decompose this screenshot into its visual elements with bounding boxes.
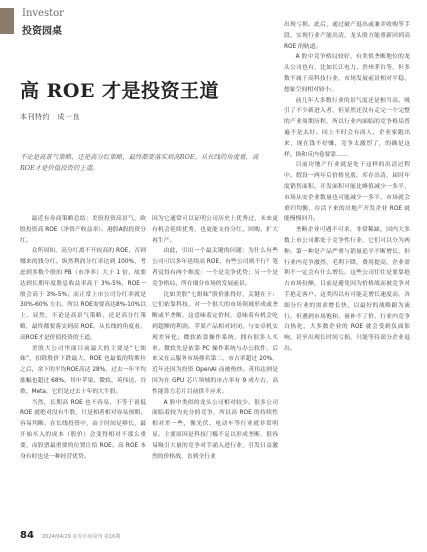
body-column-2 (152, 214, 278, 462)
section-name-cn: 投资园桌 (22, 26, 62, 37)
page-header (0, 0, 220, 42)
article-title: 高 ROE 才是投资王道 (20, 80, 220, 102)
paragraph: 目前房地产行业就是处于这样的出清过程中。假设一两年后价格见底，库存出清，届时年度销售面积、开发面积可能比峰值减少一多半，市场从安企业数量也可能减少一多半，市场就会重归均衡，存活下来的房地产开发企业 ROE 就能慢慢回升。 (284, 162, 410, 223)
paragraph: 最近有券商策略总结：美股投资高景气、欧股投资高 ROE（净资产收益率）、港股A股投资分红。 (20, 216, 146, 244)
paragraph: 由此，引出一个最关键的问题：为什么有些公司可以多年延续高 ROE，有些公司则不行？笔者觉得有两个维度：一个是竞争优势；另一个是竞争格局、所在细分市场的发展前景。 (152, 248, 278, 287)
paragraph: A 股中类似的龙头公司相对较少。很多公司面临着较为充分的竞争，所以高 ROE 的持续性相对差一些，像光伏、电动车等行业就非常明显。主要原因是科技门槛不足以形成垄断，很容易吸引大量的竞争对手涌入进行业，引发日益激烈的价格战，直到全行业 (152, 399, 278, 460)
page-number: 84 (20, 530, 34, 541)
paragraph: A 股中竞争格局较好、有类似垄断地位的龙头公司也有，比如长江电力、贵州茅台等，但多数不属于高科技行业，市场发展前景相对平稳，想象空间相对较小。 (284, 54, 410, 93)
paragraph: 前几年大多数行业的景气度还是相当高，吸引了不少新进入者，但显然还没有走完一个完整的产业周期历程，所以行业内面临的竞争格局普遍不是太好。同上不时会有商人、企业家跑出来，现在钱不好赚，竞争太激烈了，的确是这样。换和反内卷要靠…… (284, 97, 410, 158)
paragraph: 美股大公司里面目前最大的主要是“七姐妹”，扣除股价下跌最大、ROE 也最低的特斯拉之后，余下的平均ROE高达 28%，过去一年平均涨幅也超过 68%。其中苹果、微软、英伟达、谷歌、Meta，它们是过去十年的大牛股。 (20, 345, 146, 395)
paragraph: 垄断企业可遇不可求，非常稀缺。国内大多数上市公司都处于竞争性行业，它们可以分为两种。第一种是产品严重与销量追平不断增长，但行业内竞争激烈，毛利下降，费用提高，企业盈利不一定会有什么增长。这些公司往往是要靠抢占市场份额，目前是避免因为价格战而被竞争对手抢走客户。这类四以有可能走增长速度高，各细分行业的需求增长快，以最好的战略跟为流行，但遇到市场饱和，量补不了价，行业内竞争白热化，大多数企业的 ROE 就会受到负面影响，甚至出现长时间亏损，只能等待部分企业退出。 (284, 227, 410, 352)
article-lead: 不论是高景气策略、还是高分红策略，最终都要落实到高ROE。从长线的角度看，高ROE才是价值投资的王道。 (20, 153, 259, 172)
article-byline: 本刊特约 成一良 (20, 113, 80, 121)
paragraph: 当然，长期高 ROE 也不容易，不等于说低 ROE 就绝对没有牛股，只是相者相对容易预期、容易判断。在长线投资中，由于时间足够长，最开始买入的成本（股价）会变得相对不那么重要，而股票最重要的位置让给 ROE。高 ROE 本身有时也是一种经营优势。 (20, 399, 146, 460)
paragraph: 出现亏损。此后，通过破产退出或兼并收购等手段，实现行业产能出清，龙头股方能重新回到高 ROE 的轨道。 (284, 22, 410, 50)
paragraph: 因为它通常可以证明公司历史上优秀过，未来更有机会延续优秀，也更能支持分红、回购，扩大再生产。 (152, 216, 278, 244)
body-column-1 (20, 214, 146, 462)
footer-info: 2024/04/29 证券市场周刊 第16期 (42, 534, 121, 540)
section-color-bar (0, 8, 14, 34)
paragraph: 比如美股“七姐妹”股价涨得好，关键在于：它们依靠科技，对一个很大的市场领域形成或垄断或半垄断，这意味着定价权，意味着有机会吃到超额的利润。苹果产品相对封闭，与安卓机实现差异化；微软依靠操作系统，拥有很多人买单。微软先是依靠 PC 操作系统与办公软件，后来又在云服务市场排名第二，市占率超过 20%，近年还因为投资 OpenAI 而被热炒。英伟达则是因为在 GPU 芯片领域的市占率有 9 成左右，高性能算力芯片目前供不应求。 (152, 291, 278, 395)
page-footer (20, 530, 410, 544)
paragraph: 众所周知，高分红离不开较高的 ROE，否则哪来的钱分红。纵然利润分红率达到 100%，考虑到多数个股的 PB（市净率）大于 1 倍，故要达到长期年度股息收益率高于 3%-5%，ROE一般会高于 3%-5%；而正常上市公司分红率就是 30%-60% 左右，所以 ROE需要高达8%-10%以上。显然，不论是高景气策略，还是高分红策略，最终都要落实到高 ROE。从长线的角度看，高ROE才是价值投资的王道。 (20, 248, 146, 341)
section-name-en: Investor (22, 8, 64, 19)
body-column-3 (284, 20, 410, 355)
